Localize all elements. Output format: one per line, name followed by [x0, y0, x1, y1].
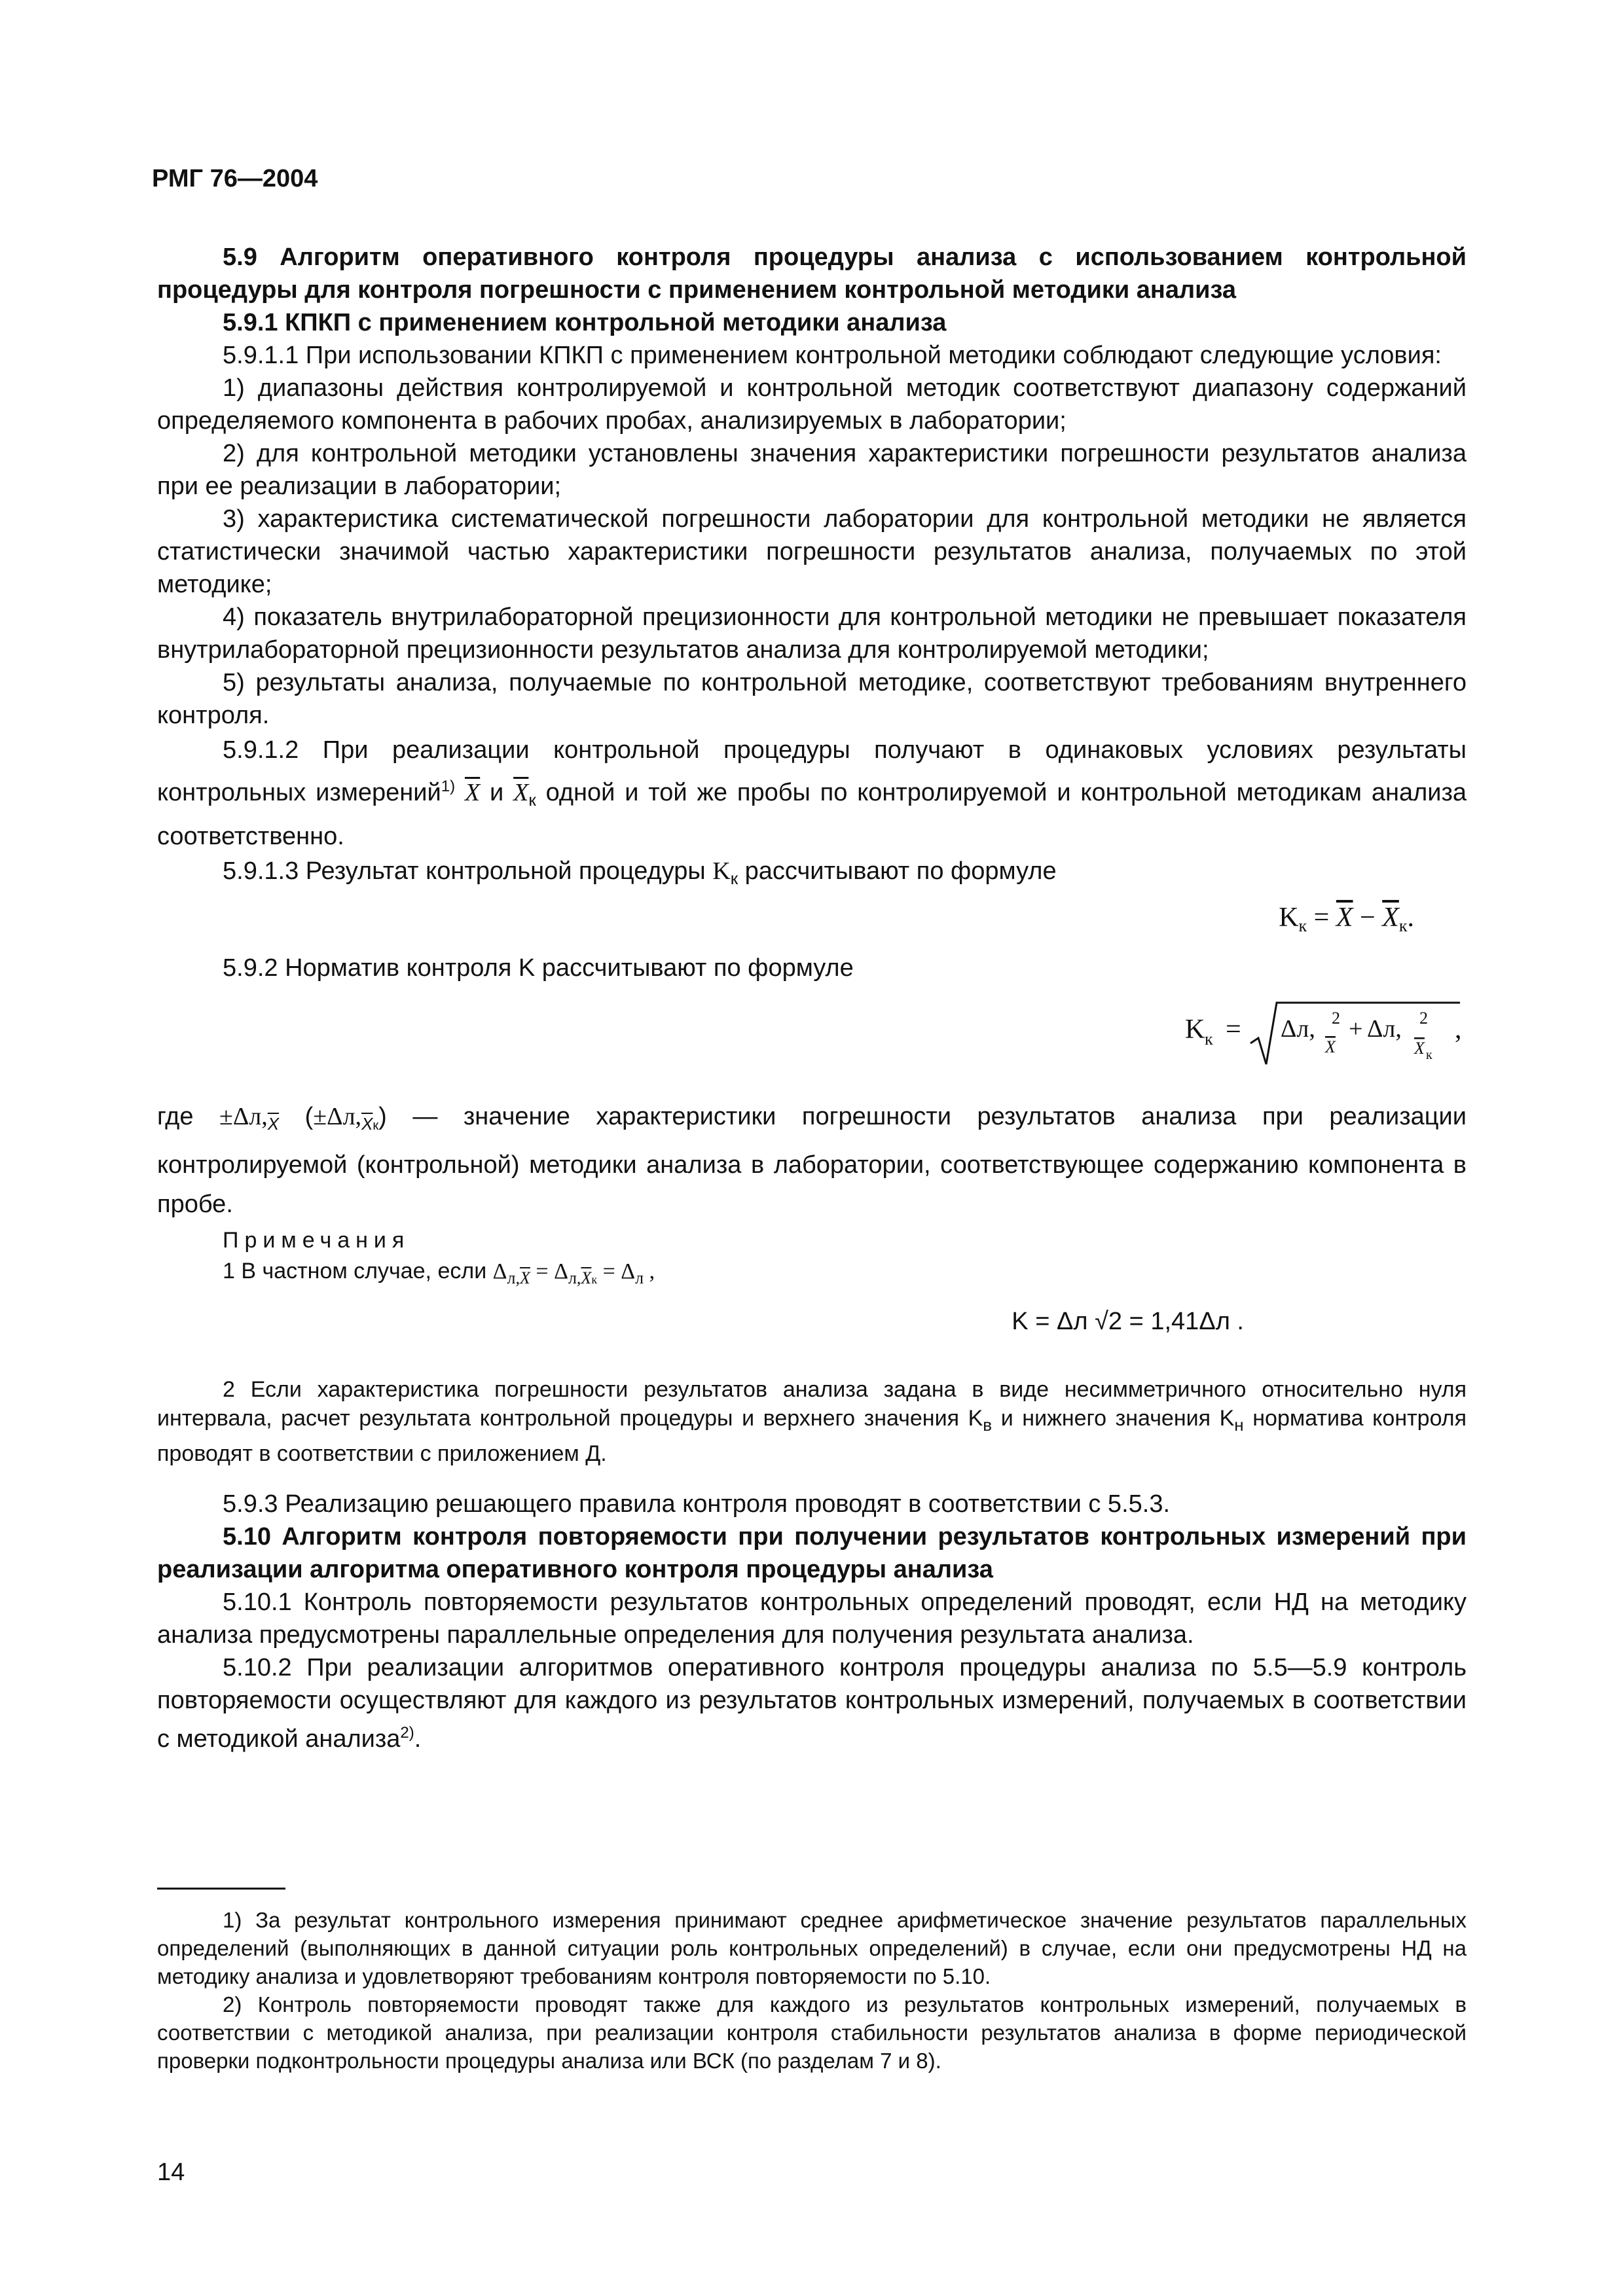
norm-comma: , [1455, 1014, 1462, 1045]
paragraph-5-9-3: 5.9.3 Реализацию решающего правила контроля проводят в соответствии с 5.5.3. [223, 1490, 1171, 1518]
paragraph-5-9-1-1: 5.9.1.1 При использовании КПКП с применением контрольной методики соблюдают следующие условия: [223, 342, 1442, 369]
footnotes [157, 1906, 1467, 2075]
paragraph-5-9-1-3: 5.9.1.3 Результат контрольной процедуры $K_к$ рассчитывают по формуле [223, 857, 1057, 888]
formula-norm [157, 997, 1467, 1077]
sq-1: 2 [1332, 1009, 1340, 1028]
norm-k: K [1185, 1014, 1205, 1045]
section-5-10-title: 5.10 Алгоритм контроля повторяемости при получении результатов контрольных измерений при реализации алгоритма оперативного контроля процедуры анализа [157, 1523, 1467, 1583]
footnote-divider [157, 1888, 285, 1890]
note-1-formula: K = Δл √2 = 1,41Δл . [1012, 1308, 1244, 1335]
section-5-9-title: 5.9 Алгоритм оперативного контроля процедуры анализа с использованием контрольной процедуры для контроля погрешности с применением контрольной методики анализа [157, 243, 1467, 304]
body-text [157, 241, 1467, 1755]
x-bar-symbol: $\overline{X}$ [464, 779, 481, 806]
condition-1: 1) диапазоны действия контролируемой и контрольной методик соответствуют диапазону содержаний определяемого компонента в рабочих пробах, анализируемых в лаборатории; [157, 374, 1467, 435]
condition-5: 5) результаты анализа, получаемые по контрольной методике, соответствуют требованиям внутреннего контроля. [157, 669, 1467, 729]
document-code: РМГ 76—2004 [152, 165, 318, 192]
paragraph-5-10-1: 5.10.1 Контроль повторяемости результатов контрольных определений проводят, если НД на методику анализа предусмотрены параллельные определения для получения результата анализа. [157, 1588, 1467, 1649]
condition-2: 2) для контрольной методики установлены значения характеристики погрешности результатов анализа при ее реализации в лаборатории; [157, 440, 1467, 500]
condition-4: 4) показатель внутрилабораторной прецизионности для контрольной методики не превышает показателя внутрилабораторной прецизионности результатов анализа для контролируемой методики; [157, 603, 1467, 664]
plus: + [1349, 1015, 1363, 1043]
delta-1: Δл, [1281, 1015, 1315, 1043]
sub-x: X [1325, 1037, 1336, 1056]
formula-kk: $K_к = \overline{X} - \overline{X}_к$. [1279, 903, 1414, 935]
delta-2: Δл, [1367, 1015, 1402, 1043]
norm-k-sub: к [1205, 1030, 1213, 1049]
notes-heading: Примечания [223, 1228, 410, 1253]
sub-xk: X [1414, 1039, 1425, 1058]
x-k-bar-symbol: $\overline{X}$ [513, 779, 529, 806]
where-paragraph: где $\pm\Delta л,_{\overline{X}}$ $(\pm\Delta л,_{\overline{X}к})$ — значение характеристики погрешности результатов анализа при реализации контролируемой (контрольной) методики анализа в лаборатории, соответствующее содержанию компонента в пробе. [157, 1103, 1467, 1218]
sq-2: 2 [1419, 1009, 1428, 1028]
note-1: 1 В частном случае, если $\Delta_{л,\overline{X}} = \Delta_{л,\overline{X}к} = \Delta_л$ , [223, 1259, 655, 1287]
paragraph-5-10-2: 5.10.2 При реализации алгоритмов оперативного контроля процедуры анализа по 5.5—5.9 контроль повторяемости осуществляют для каждого из результатов контрольных измерений, получаемых в соответствии с методикой анализа$^{2)}$. [157, 1654, 1467, 1753]
note-2: 2 Если характеристика погрешности результатов анализа задана в виде несимметричного относительно нуля интервала, расчет результата контрольной процедуры и верхнего значения $K_в$ и нижнего значения $K_н$ норматива контроля проводят в соответствии с приложением Д. [157, 1377, 1467, 1466]
sub-xk-k: к [1426, 1048, 1432, 1062]
norm-formula-svg [1185, 997, 1467, 1069]
paragraph-5-9-2: 5.9.2 Норматив контроля K рассчитывают по формуле [223, 954, 854, 982]
footnote-1: 1) За результат контрольного измерения принимают среднее арифметическое значение результатов параллельных определений (выполняющих в данной ситуации роль контрольных определений) в случае, если они предусмотрены НД на методику анализа и удовлетворяют требованиям контроля повторяемости по 5.10. [157, 1908, 1467, 1988]
section-5-9-1-title: 5.9.1 КПКП с применением контрольной методики анализа [223, 309, 947, 336]
condition-3: 3) характеристика систематической погрешности лаборатории для контрольной методики не является статистически значимой частью характеристики погрешности результатов анализа, получаемых по этой методике; [157, 505, 1467, 598]
footnote-2: 2) Контроль повторяемости проводят также для каждого из результатов контрольных измерений, получаемых в соответствии с методикой анализа, при реализации контроля стабильности результатов анализа в форме периодической проверки подконтрольности процедуры анализа или ВСК (по разделам 7 и 8). [157, 1992, 1467, 2073]
page-number: 14 [157, 2159, 185, 2186]
norm-eq: = [1226, 1014, 1241, 1045]
paragraph-5-9-1-2: 5.9.1.2 При реализации контрольной процедуры получают в одинаковых условиях результаты контрольных измерений$^{1)}$ $\overline{X}$ и $\overline{X}_к$ одной и той же пробы по контролируемой и контрольной методикам анализа соответственно. [157, 736, 1467, 850]
